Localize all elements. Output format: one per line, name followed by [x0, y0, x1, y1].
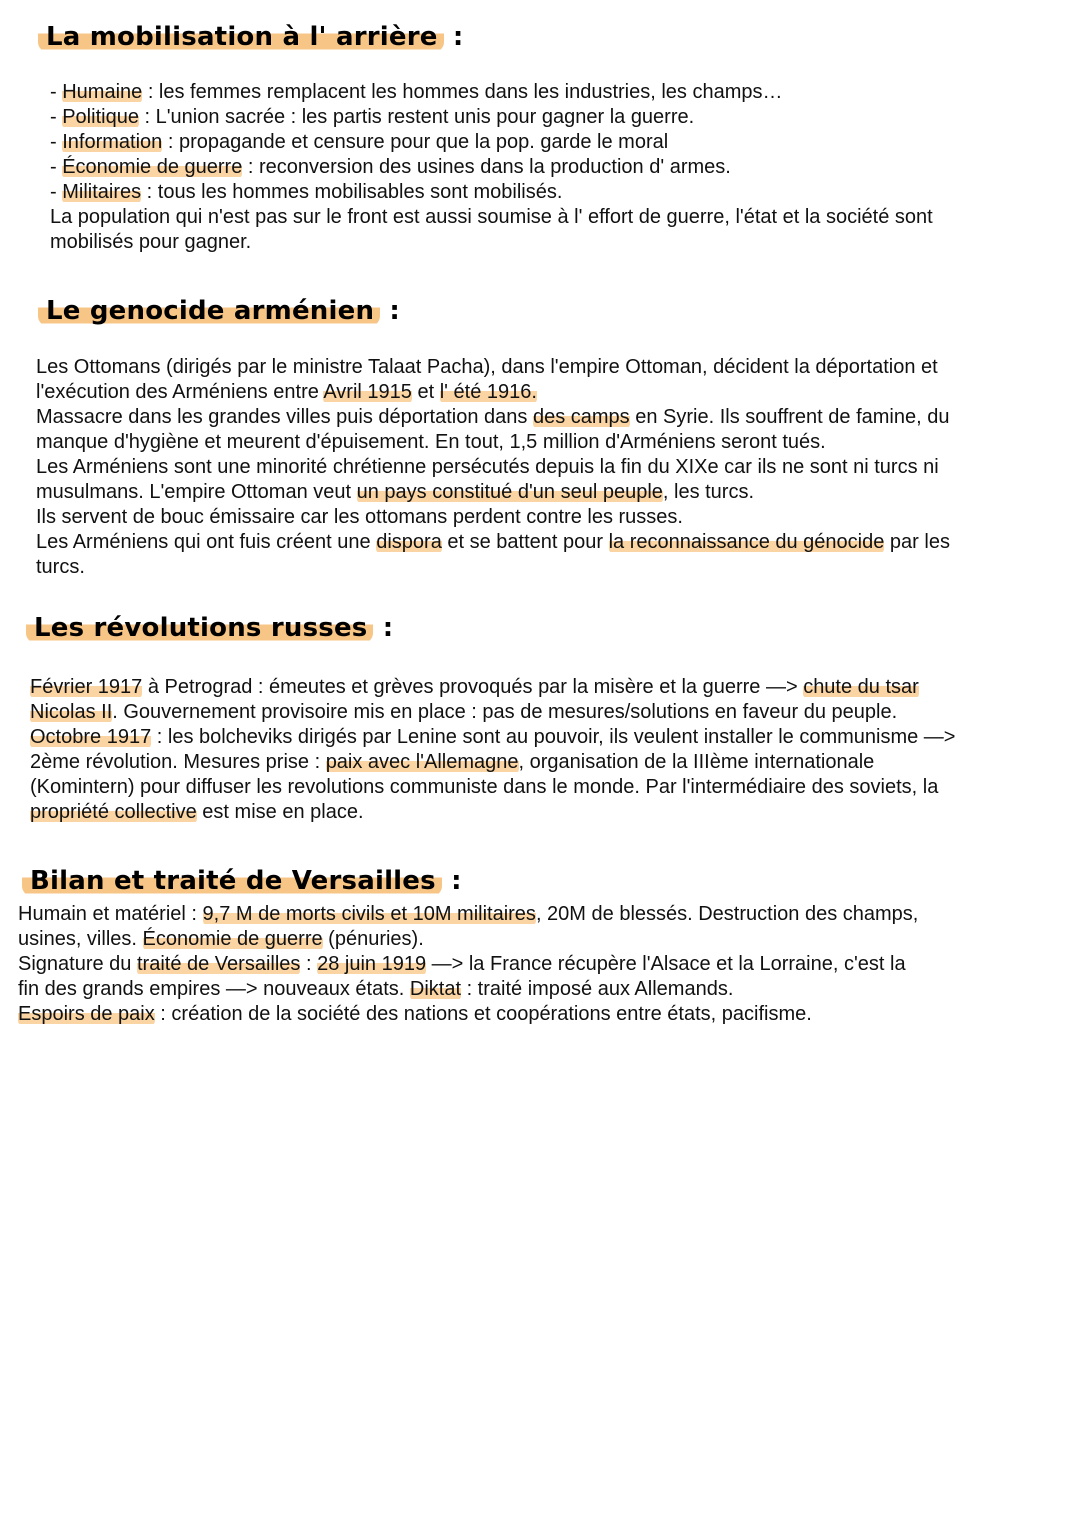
section-2-body — [36, 355, 950, 580]
text-line — [36, 480, 950, 505]
text-segment: Signature du — [18, 953, 137, 975]
highlighted-term: Économie de guerre — [142, 928, 323, 950]
text-line — [36, 505, 950, 530]
highlighted-term: Économie de guerre — [62, 156, 243, 178]
text-segment: : les femmes remplacent les hommes dans les industries, les champs… — [142, 81, 783, 103]
highlighted-term: Avril 1915 — [323, 381, 412, 403]
text-line — [50, 155, 933, 180]
text-segment: fin des grands empires —> nouveaux états. — [18, 978, 410, 1000]
text-segment: et se battent pour — [441, 531, 609, 553]
text-segment: : création de la société des nations et coopérations entre états, pacifisme. — [154, 1003, 812, 1025]
text-line — [50, 230, 933, 255]
section-1-heading — [46, 22, 463, 52]
text-segment: (pénuries). — [322, 928, 424, 950]
text-line — [30, 775, 956, 800]
text-segment: : L'union sacrée : les partis restent unis pour gagner la guerre. — [138, 106, 695, 128]
text-segment: - — [50, 131, 63, 153]
text-segment: : traité imposé aux Allemands. — [461, 978, 734, 1000]
text-segment: à Petrograd : émeutes et grèves provoqués par la misère et la guerre —> — [142, 676, 804, 698]
text-segment: Ils servent de bouc émissaire car les ottomans perdent contre les russes. — [36, 506, 683, 528]
text-segment: Les Ottomans (dirigés par le ministre Talaat Pacha), dans l'empire Ottoman, décident la déportation et — [36, 356, 938, 378]
highlighted-term: chute du tsar — [803, 676, 919, 698]
text-segment: mobilisés pour gagner. — [50, 231, 252, 253]
highlighted-term: Politique — [62, 106, 139, 128]
text-segment: est mise en place. — [196, 801, 364, 823]
text-line — [36, 380, 950, 405]
highlighted-term: Espoirs de paix — [18, 1003, 155, 1025]
text-segment: - — [50, 106, 63, 128]
text-line — [30, 700, 956, 725]
text-line — [50, 205, 933, 230]
text-segment: musulmans. L'empire Ottoman veut — [36, 481, 357, 503]
highlighted-term: traité de Versailles — [136, 953, 301, 975]
highlighted-term: l' été 1916. — [439, 381, 537, 403]
text-line — [18, 927, 918, 952]
section-4-heading — [30, 866, 462, 896]
section-2-title: Le genocide arménien — [38, 296, 380, 326]
highlighted-term: Information — [62, 131, 163, 153]
text-segment: (Komintern) pour diffuser les revolutions communiste dans le monde. Par l'intermédiaire des soviets, la — [30, 776, 939, 798]
text-segment: usines, villes. — [18, 928, 143, 950]
text-segment: par les — [884, 531, 950, 553]
highlighted-term: la reconnaissance du génocide — [608, 531, 885, 553]
highlighted-term: propriété collective — [30, 801, 197, 823]
text-line — [36, 455, 950, 480]
text-line — [36, 430, 950, 455]
highlighted-term: un pays constitué d'un seul peuple — [356, 481, 663, 503]
text-segment: Humain et matériel : — [18, 903, 203, 925]
text-segment: l'exécution des Arméniens entre — [36, 381, 324, 403]
text-line — [18, 1002, 918, 1027]
text-segment: Les Arméniens sont une minorité chrétienne persécutés depuis la fin du XIXe car ils ne sont ni turcs ni — [36, 456, 939, 478]
highlighted-term: 9,7 M de morts civils et 10M militaires — [202, 903, 536, 925]
text-segment: : reconversion des usines dans la production d' armes. — [242, 156, 731, 178]
text-segment: turcs. — [36, 556, 85, 578]
highlighted-term: Nicolas II — [30, 701, 113, 723]
text-segment: : propagande et censure pour que la pop. garde le moral — [162, 131, 669, 153]
text-segment: 2ème révolution. Mesures prise : — [30, 751, 326, 773]
section-2-heading — [46, 296, 400, 326]
highlighted-term: Février 1917 — [30, 676, 143, 698]
text-line — [18, 977, 918, 1002]
text-line — [36, 530, 950, 555]
text-segment: , 20M de blessés. Destruction des champs, — [535, 903, 919, 925]
text-segment: La population qui n'est pas sur le front est aussi soumise à l' effort de guerre, l'état et la société sont — [50, 206, 933, 228]
text-line — [30, 800, 956, 825]
highlighted-term: Octobre 1917 — [30, 726, 152, 748]
text-segment: —> la France récupère l'Alsace et la Lorraine, c'est la — [426, 953, 906, 975]
highlighted-term: paix avec l'Allemagne — [325, 751, 519, 773]
text-segment: . Gouvernement provisoire mis en place : pas de mesures/solutions en faveur du peuple. — [112, 701, 898, 723]
section-3-heading — [34, 613, 393, 643]
highlighted-term: 28 juin 1919 — [317, 953, 427, 975]
text-line — [50, 130, 933, 155]
text-segment: : tous les hommes mobilisables sont mobilisés. — [141, 181, 563, 203]
text-line — [36, 405, 950, 430]
highlighted-term: Militaires — [62, 181, 142, 203]
section-4-title: Bilan et traité de Versailles — [22, 866, 442, 896]
text-line — [50, 80, 933, 105]
text-segment: Les Arméniens qui ont fuis créent une — [36, 531, 377, 553]
text-segment: : — [300, 953, 318, 975]
text-segment: - — [50, 81, 63, 103]
section-4-colon: : — [441, 866, 462, 896]
section-1-body — [50, 80, 933, 255]
section-2-colon: : — [380, 296, 401, 326]
text-line — [36, 355, 950, 380]
highlighted-term: des camps — [532, 406, 630, 428]
text-segment: Massacre dans les grandes villes puis déportation dans — [36, 406, 533, 428]
text-line — [30, 675, 956, 700]
text-segment: , les turcs. — [662, 481, 755, 503]
highlighted-term: Humaine — [62, 81, 143, 103]
text-line — [50, 180, 933, 205]
text-segment: - — [50, 181, 63, 203]
section-3-body — [30, 675, 956, 825]
text-line — [30, 750, 956, 775]
section-1-colon: : — [443, 22, 464, 52]
text-segment: : les bolcheviks dirigés par Lenine sont au pouvoir, ils veulent installer le communisme —> — [151, 726, 956, 748]
text-line — [30, 725, 956, 750]
text-segment: en Syrie. Ils souffrent de famine, du — [629, 406, 950, 428]
highlighted-term: dispora — [376, 531, 442, 553]
text-segment: et — [411, 381, 440, 403]
section-3-title: Les révolutions russes — [26, 613, 373, 643]
section-1-title: La mobilisation à l' arrière — [38, 22, 444, 52]
text-line — [36, 555, 950, 580]
text-segment: - — [50, 156, 63, 178]
highlighted-term: Diktat — [409, 978, 462, 1000]
section-3-colon: : — [373, 613, 394, 643]
text-line — [50, 105, 933, 130]
text-segment: , organisation de la IIIème internationale — [518, 751, 875, 773]
text-line — [18, 952, 918, 977]
text-segment: manque d'hygiène et meurent d'épuisement. En tout, 1,5 million d'Arméniens seront tués. — [36, 431, 826, 453]
text-line — [18, 902, 918, 927]
section-4-body — [18, 902, 918, 1027]
